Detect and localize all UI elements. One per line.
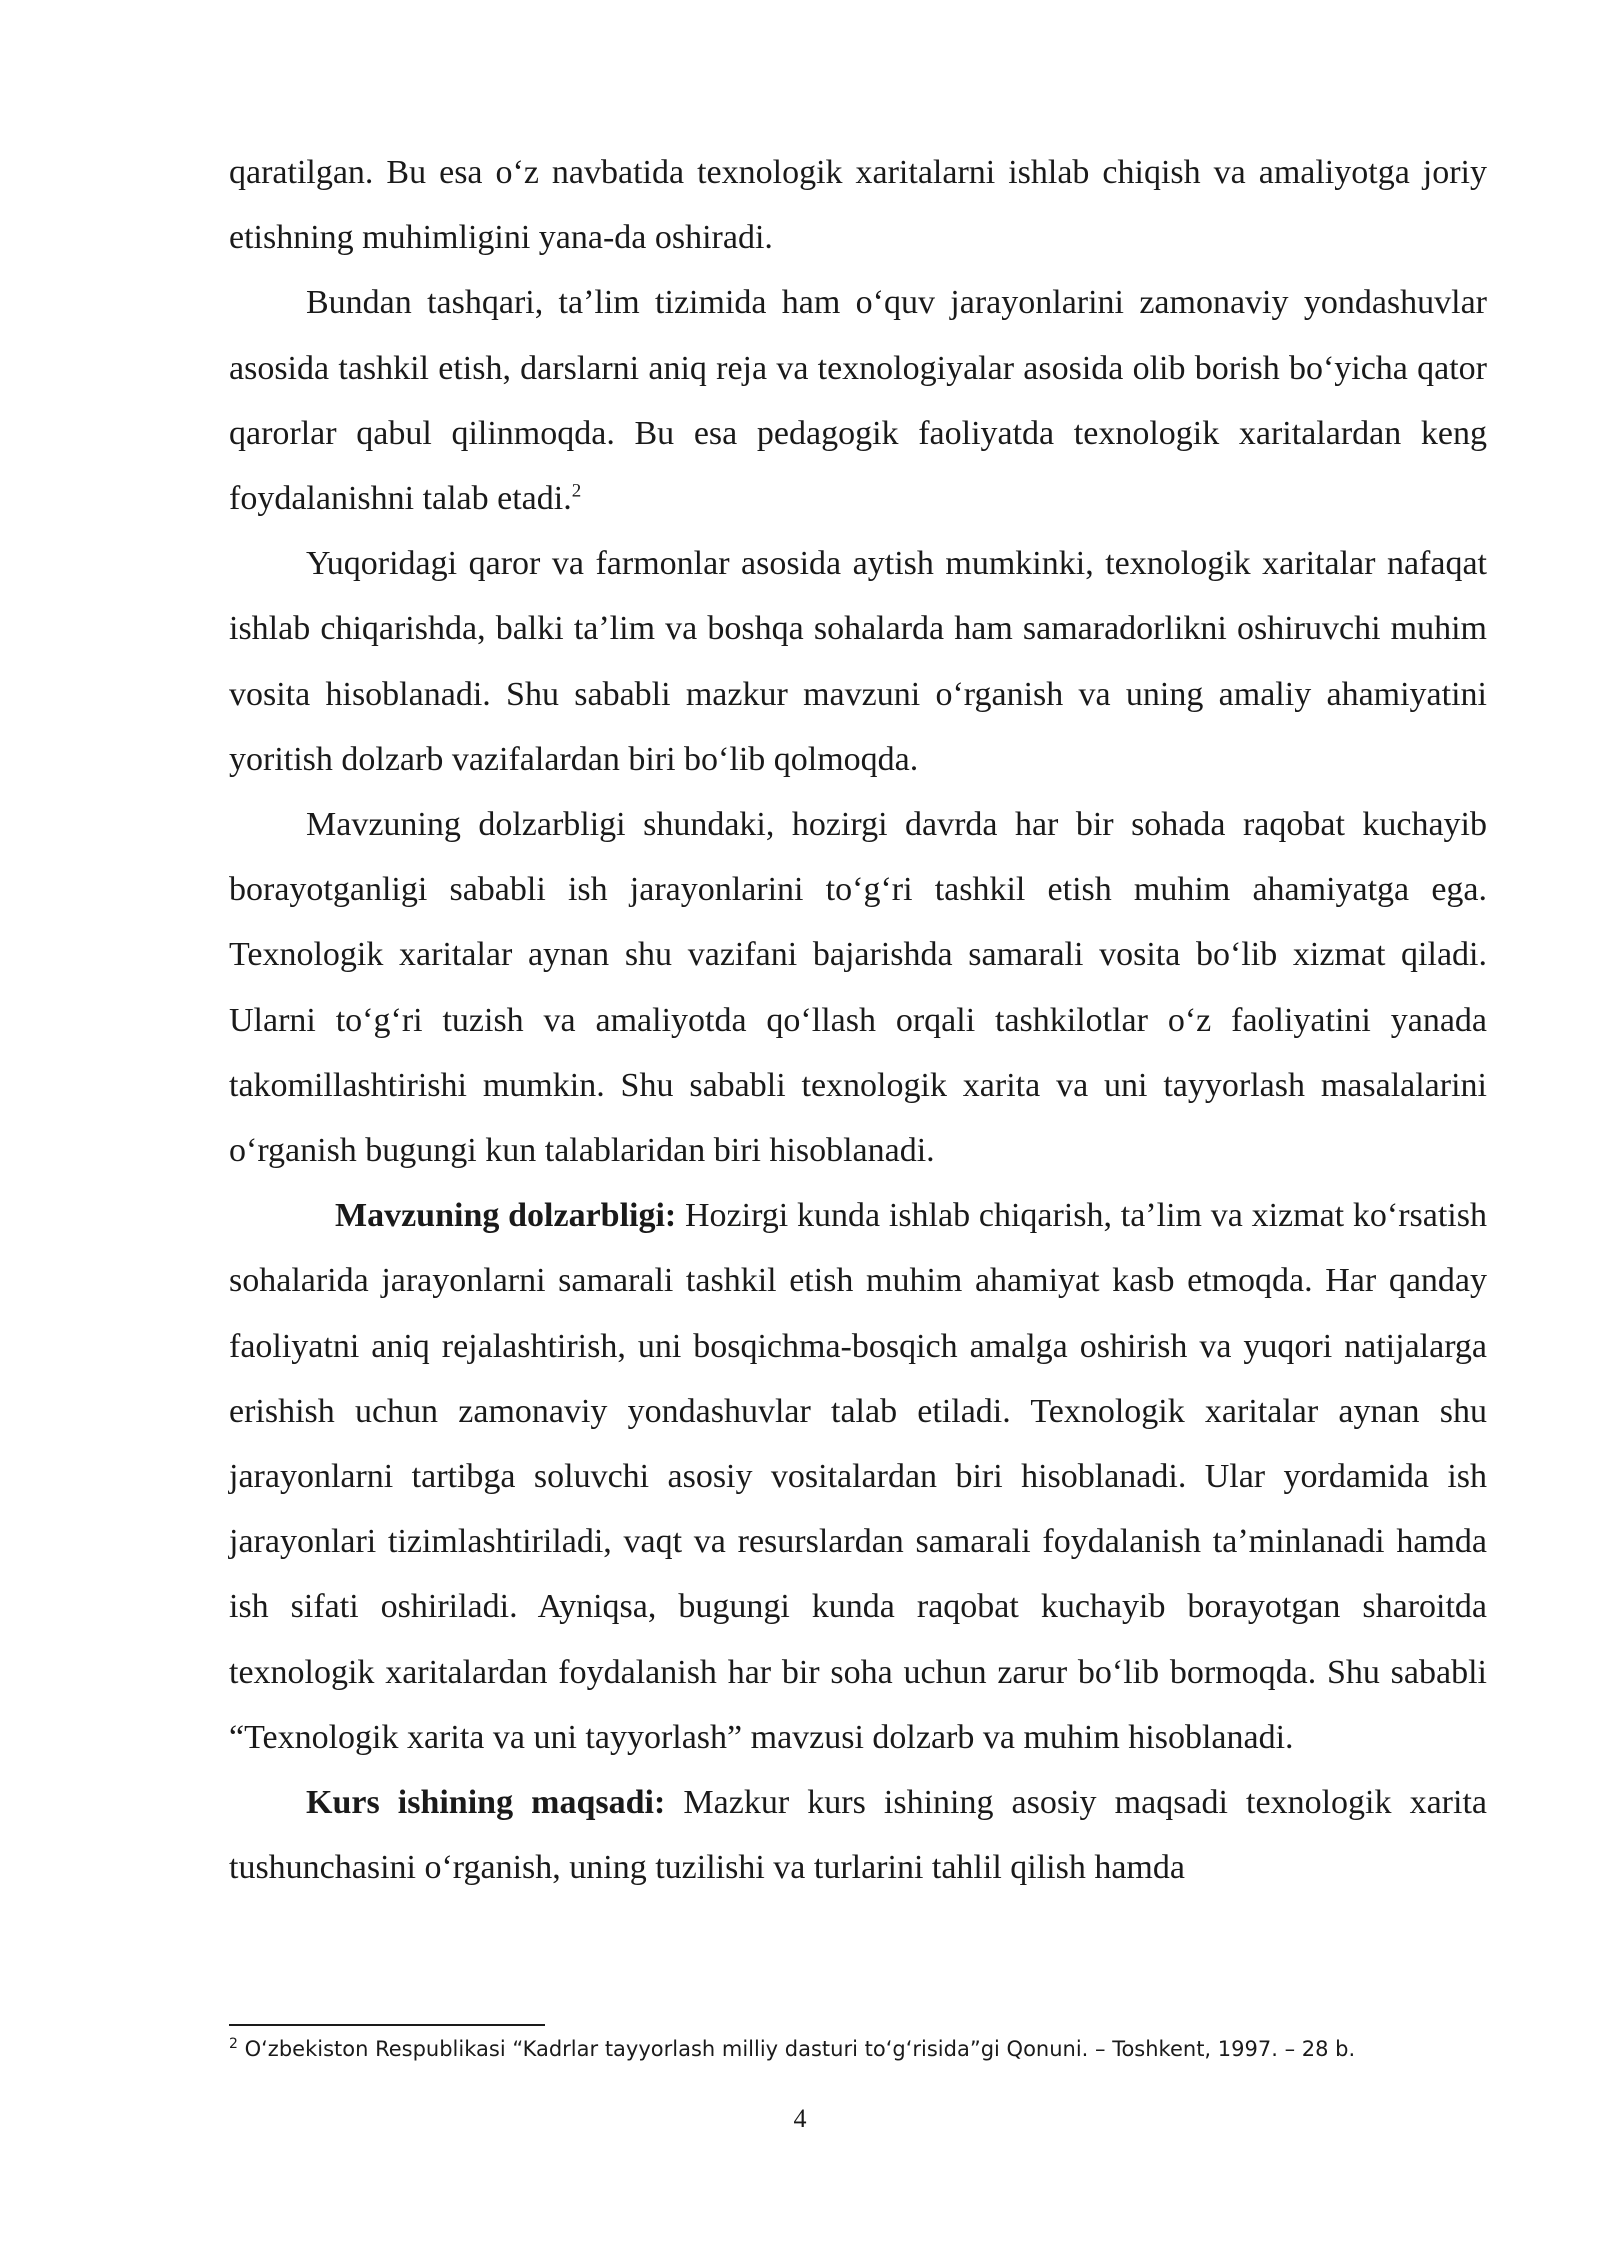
- page-number: 4: [793, 2104, 807, 2133]
- paragraph-2-text: Bundan tashqari, taʼlim tizimida ham oʻquv jarayonlarini zamonaviy yondashuvlar asosida tashkil etish, darslarni aniq reja va texnologiyalar asosida olib borish boʻyicha qator qarorlar qabul qilinmoqda. Bu esa pedagogik faoliyatda texnologik xaritalardan keng foydalanishni talab etadi.: [229, 284, 1487, 518]
- footnote-number: 2: [229, 2036, 238, 2052]
- relevance-heading: Mavzuning dolzarbligi:: [335, 1197, 677, 1235]
- paragraph-3: [229, 531, 1487, 792]
- footnote-separator: [229, 2024, 545, 2026]
- paragraph-4: [229, 792, 1487, 1183]
- relevance-text: Hozirgi kunda ishlab chiqarish, taʼlim va xizmat koʻrsatish sohalarida jarayonlarni samarali tashkil etish muhim ahamiyat kasb etmoqda. Har qanday faoliyatni aniq rejalashtirish, uni bosqichma-bosqich amalga oshirish va yuqori natijalarga erishish uchun zamonaviy yondashuvlar talab etiladi. Texnologik xaritalar aynan shu jarayonlarni tartibga soluvchi asosiy vositalardan biri hisoblanadi. Ular yordamida ish jarayonlari tizimlashtiriladi, vaqt va resurslardan samarali foydalanish taʼminlanadi hamda ish sifati oshiriladi. Ayniqsa, bugungi kunda raqobat kuchayib borayotgan sharoitda texnologik xaritalardan foydalanish har bir soha uchun zarur boʻlib bormoqda. Shu sababli “Texnologik xarita va uni tayyorlash” mavzusi dolzarb va muhim hisoblanadi.: [229, 1197, 1487, 1756]
- goal-heading: Kurs ishining maqsadi:: [306, 1784, 666, 1822]
- paragraph-2: [229, 270, 1487, 531]
- paragraph-1-text: qaratilgan. Bu esa oʻz navbatida texnologik xaritalarni ishlab chiqish va amaliyotga joriy etishning muhimligini yana-da oshiradi.: [229, 154, 1487, 257]
- paragraph-relevance: [229, 1183, 1487, 1770]
- footnote-reference[interactable]: 2: [571, 480, 582, 502]
- paragraph-goal: [229, 1770, 1487, 1900]
- paragraph-1: [229, 140, 1487, 270]
- footnote-text: Oʻzbekiston Respublikasi “Kadrlar tayyorlash milliy dasturi toʻgʻrisida”gi Qonuni. – Toshkent, 1997. – 28 b.: [237, 2037, 1356, 2061]
- footnote: [229, 2034, 1487, 2064]
- goal-text: Mazkur kurs ishining asosiy maqsadi texnologik xarita tushunchasini oʻrganish, uning tuzilishi va turlarini tahlil qilish hamda: [229, 1784, 1487, 1887]
- paragraph-3-text: Yuqoridagi qaror va farmonlar asosida aytish mumkinki, texnologik xaritalar nafaqat ishlab chiqarishda, balki taʼlim va boshqa sohalarda ham samaradorlikni oshiruvchi muhim vosita hisoblanadi. Shu sababli mazkur mavzuni oʻrganish va uning amaliy ahamiyatini yoritish dolzarb vazifalardan biri boʻlib qolmoqda.: [229, 545, 1487, 778]
- page-body: [229, 140, 1487, 1900]
- paragraph-4-text: Mavzuning dolzarbligi shundaki, hozirgi davrda har bir sohada raqobat kuchayib borayotganligi sababli ish jarayonlarini toʻgʻri tashkil etish muhim ahamiyatga ega. Texnologik xaritalar aynan shu vazifani bajarishda samarali vosita boʻlib xizmat qiladi. Ularni toʻgʻri tuzish va amaliyotda qoʻllash orqali tashkilotlar oʻz faoliyatini yanada takomillashtirishi mumkin. Shu sababli texnologik xarita va uni tayyorlash masalalarini oʻrganish bugungi kun talablaridan biri hisoblanadi.: [229, 806, 1487, 1170]
